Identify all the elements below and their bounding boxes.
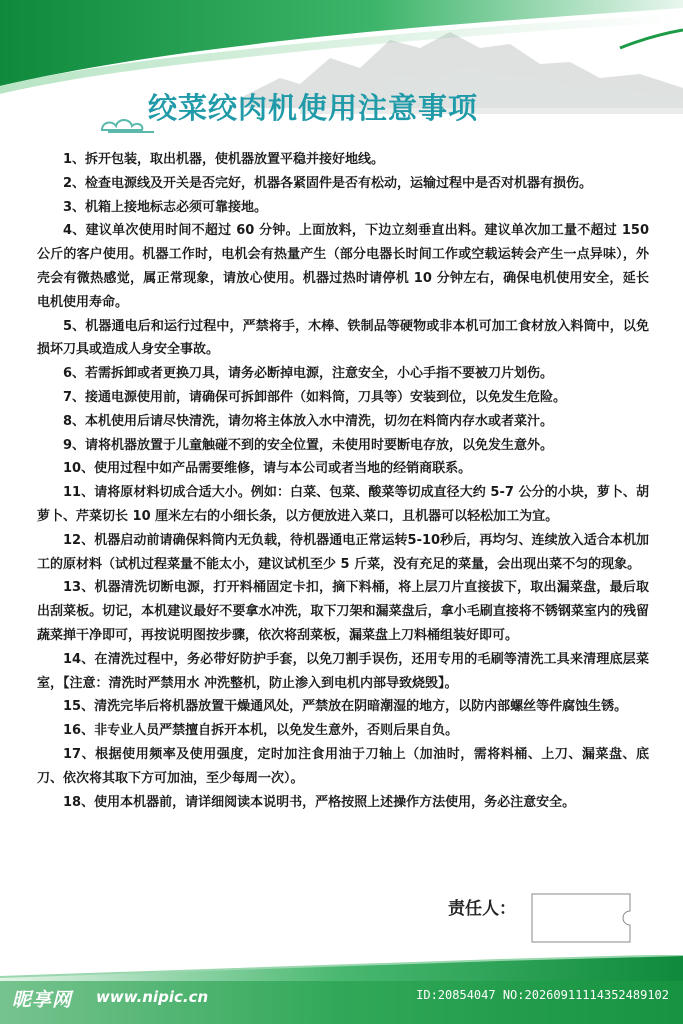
instruction-item: 12、机器启动前请确保料筒内无负载，待机器通电正常运转5-10秒后，再均匀、连续放入适合本机加工的原材料（试机过程菜量不能太小，建议试机至少 5 斤菜，没有充足的菜量，会出现出菜不匀的现象。 xyxy=(37,532,649,572)
instructions-list xyxy=(37,148,649,814)
instruction-item: 4、建议单次使用时间不超过 60 分钟。上面放料，下边立刻垂直出料。建议单次加工量不超过 150 公斤的客户使用。机器工作时，电机会有热量产生（部分电器长时间工作或空载运转会产生一点异味），外壳会有微热感觉，属正常现象，请放心使用。机器过热时请停机 10 分钟左右，确保电机使用安全，延长电机使用寿命。 xyxy=(37,223,649,310)
instruction-item: 18、使用本机器前，请详细阅读本说明书，严格按照上述操作方法使用，务必注意安全。 xyxy=(63,794,576,810)
instruction-item: 5、机器通电后和运行过程中，严禁将手，木棒、铁制品等硬物或非本机可加工食材放入料筒中，以免损坏刀具或造成人身安全事故。 xyxy=(37,318,649,358)
watermark-logo: 昵享网 xyxy=(12,989,73,1011)
responsible-person-label: 责任人： xyxy=(448,899,516,919)
instruction-item: 7、接通电源使用前，请确保可拆卸部件（如料筒，刀具等）安装到位，以免发生危险。 xyxy=(63,389,567,405)
watermark-id: ID:20854047 NO:20260911114352489102 xyxy=(416,988,669,1002)
instruction-item: 13、机器清洗切断电源，打开料桶固定卡扣，摘下料桶，将上层刀片直接拔下，取出漏菜盘，最后取出刮菜板。切记，本机建议最好不要拿水冲洗，取下刀架和漏菜盘后，拿小毛刷直接将不锈钢菜室内的残留蔬菜掸干净即可，再按说明图按步骤，依次将刮菜板，漏菜盘上刀料桶组装好即可。 xyxy=(37,580,649,643)
instruction-item: 8、本机使用后请尽快清洗，请勿将主体放入水中清洗，切勿在料筒内存水或者菜汁。 xyxy=(63,413,554,429)
instruction-item: 1、拆开包装，取出机器，使机器放置平稳并接好地线。 xyxy=(63,152,385,167)
instruction-item: 10、使用过程中如产品需要维修，请与本公司或者当地的经销商联系。 xyxy=(63,461,472,477)
instruction-item: 11、请将原材料切成合适大小。例如：白菜、包菜、酸菜等切成直径大约 5-7 公分的小块，萝卜、胡萝卜、芹菜切长 10 厘米左右的小细长条，以方便放进入菜口，且机器可以轻松加工为宜。 xyxy=(37,485,649,524)
instruction-item: 17、根据使用频率及使用强度，定时加注食用油于刀轴上（加油时，需将料桶、上刀、漏菜盘、底刀、依次将其取下方可加油，至少每周一次）。 xyxy=(37,746,649,786)
instruction-item: 6、若需拆卸或者更换刀具，请务必断掉电源，注意安全，小心手指不要被刀片划伤。 xyxy=(63,366,554,382)
instruction-item: 14、在清洗过程中，务必带好防护手套，以免刀割手误伤，还用专用的毛刷等清洗工具来清理底层菜室，【注意：清洗时严禁用水 冲洗整机，防止渗入到电机内部导致烧毁】。 xyxy=(37,651,649,691)
instruction-item: 15、清洗完毕后将机器放置干燥通风处，严禁放在阴暗潮湿的地方，以防内部螺丝等件腐蚀生锈。 xyxy=(63,699,628,715)
instruction-item: 16、非专业人员严禁擅自拆开本机，以免发生意外，否则后果自负。 xyxy=(63,723,459,739)
instruction-item: 3、机箱上接地标志必须可靠接地。 xyxy=(63,199,268,215)
responsible-person-box xyxy=(531,893,631,943)
instruction-item: 9、请将机器放置于儿童触碰不到的安全位置，未使用时要断电存放，以免发生意外。 xyxy=(63,437,554,453)
watermark-site: www.nipic.cn xyxy=(96,988,209,1006)
instruction-item: 2、检查电源线及开关是否完好，机器各紧固件是否有松动，运输过程中是否对机器有损伤。 xyxy=(63,175,593,191)
page-title: 绞菜绞肉机使用注意事项 xyxy=(148,91,479,125)
